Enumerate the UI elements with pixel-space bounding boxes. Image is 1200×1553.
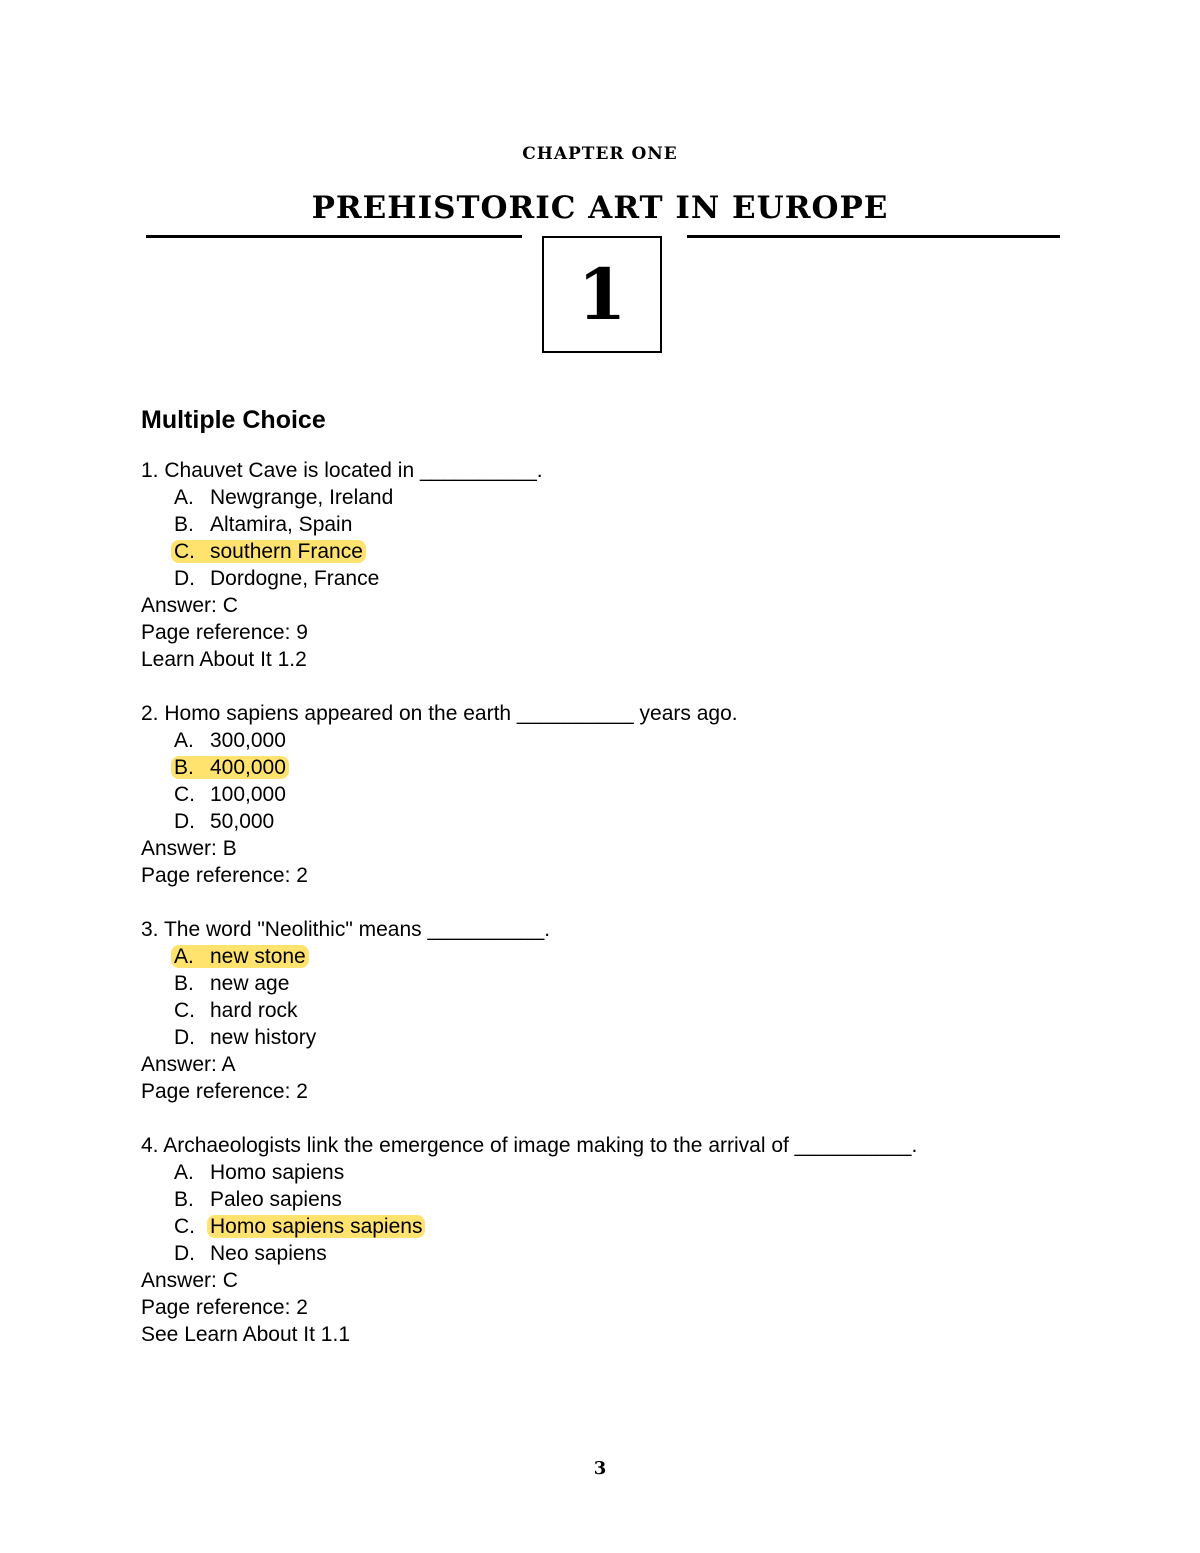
option-a [141,943,1081,970]
option-a [141,484,1081,511]
page-reference: Page reference: 2 [141,1296,308,1319]
section-heading: Multiple Choice [141,406,326,434]
option-highlight [174,513,352,536]
option-b [141,754,1081,781]
option-letter: A. [174,1161,194,1184]
question-list [141,457,1081,1375]
question-4 [141,1132,1081,1348]
option-c [141,1213,1081,1240]
chapter-number-box: 1 [542,236,662,353]
option-highlight [207,1215,425,1238]
option-text: hard rock [210,999,298,1022]
option-text: Altamira, Spain [210,513,353,536]
question-text: 3. The word "Neolithic" means __________. [141,918,551,941]
option-text: Newgrange, Ireland [210,486,394,509]
question-3 [141,916,1081,1105]
option-text: 300,000 [210,729,286,752]
option-highlight [174,783,286,806]
option-a [141,727,1081,754]
option-letter: A. [174,486,194,509]
question-text: 2. Homo sapiens appeared on the earth __________ years ago. [141,702,738,725]
option-letter: D. [174,1026,195,1049]
option-highlight [174,999,298,1022]
option-text: Homo sapiens [210,1161,345,1184]
option-text: new history [210,1026,317,1049]
answer-line: Answer: C [141,594,238,617]
option-text: Paleo sapiens [210,1188,342,1211]
option-highlight [210,1161,344,1184]
option-text: 400,000 [210,756,286,779]
option-list [141,727,1081,835]
answer-line: Answer: B [141,837,237,860]
option-a [141,1159,1081,1186]
answer-line: Answer: A [141,1053,236,1076]
option-highlight [171,945,309,968]
option-highlight [171,540,366,563]
question-2 [141,700,1081,889]
option-highlight [171,756,289,779]
divider-left [146,235,522,238]
option-d [141,1024,1081,1051]
option-d [141,808,1081,835]
option-letter: C. [174,783,195,806]
option-letter: A. [174,729,194,752]
option-b [141,970,1081,997]
question-text: 4. Archaeologists link the emergence of image making to the arrival of __________. [141,1134,918,1157]
answer-line: Answer: C [141,1269,238,1292]
chapter-title: PREHISTORIC ART IN EUROPE [311,190,889,226]
option-letter: B. [174,972,194,995]
page-reference: Page reference: 9 [141,621,308,644]
page-number: 3 [593,1458,607,1479]
option-letter: C. [174,1215,195,1238]
question-text: 1. Chauvet Cave is located in __________. [141,459,543,482]
option-d [141,565,1081,592]
option-list [141,1159,1081,1267]
option-list [141,943,1081,1051]
option-text: new stone [210,945,306,968]
learn-about-it: See Learn About It 1.1 [141,1323,350,1346]
option-highlight [174,567,379,590]
option-d [141,1240,1081,1267]
question-1 [141,457,1081,673]
option-highlight [174,972,289,995]
option-text: new age [210,972,290,995]
chapter-label: CHAPTER ONE [522,144,678,164]
learn-about-it: Learn About It 1.2 [141,648,307,671]
option-letter: D. [174,810,195,833]
option-highlight [210,1188,342,1211]
option-text: Neo sapiens [210,1242,327,1265]
option-highlight [210,1242,327,1265]
option-letter: D. [174,567,195,590]
option-letter: B. [174,513,194,536]
option-c [141,538,1081,565]
option-text: Dordogne, France [210,567,380,590]
divider-right [687,235,1060,238]
option-c [141,997,1081,1024]
option-c [141,781,1081,808]
option-b [141,1186,1081,1213]
option-letter: C. [174,999,195,1022]
option-list [141,484,1081,592]
option-letter: C. [174,540,195,563]
option-letter: D. [174,1242,195,1265]
option-letter: B. [174,756,194,779]
option-letter: B. [174,1188,194,1211]
option-text: southern France [210,540,363,563]
option-highlight [174,729,286,752]
option-b [141,511,1081,538]
page-reference: Page reference: 2 [141,1080,308,1103]
option-text: Homo sapiens sapiens [210,1215,423,1238]
option-text: 100,000 [210,783,286,806]
option-highlight [174,810,274,833]
page-reference: Page reference: 2 [141,864,308,887]
option-highlight [174,1026,316,1049]
option-letter: A. [174,945,194,968]
option-highlight [174,486,393,509]
option-text: 50,000 [210,810,275,833]
